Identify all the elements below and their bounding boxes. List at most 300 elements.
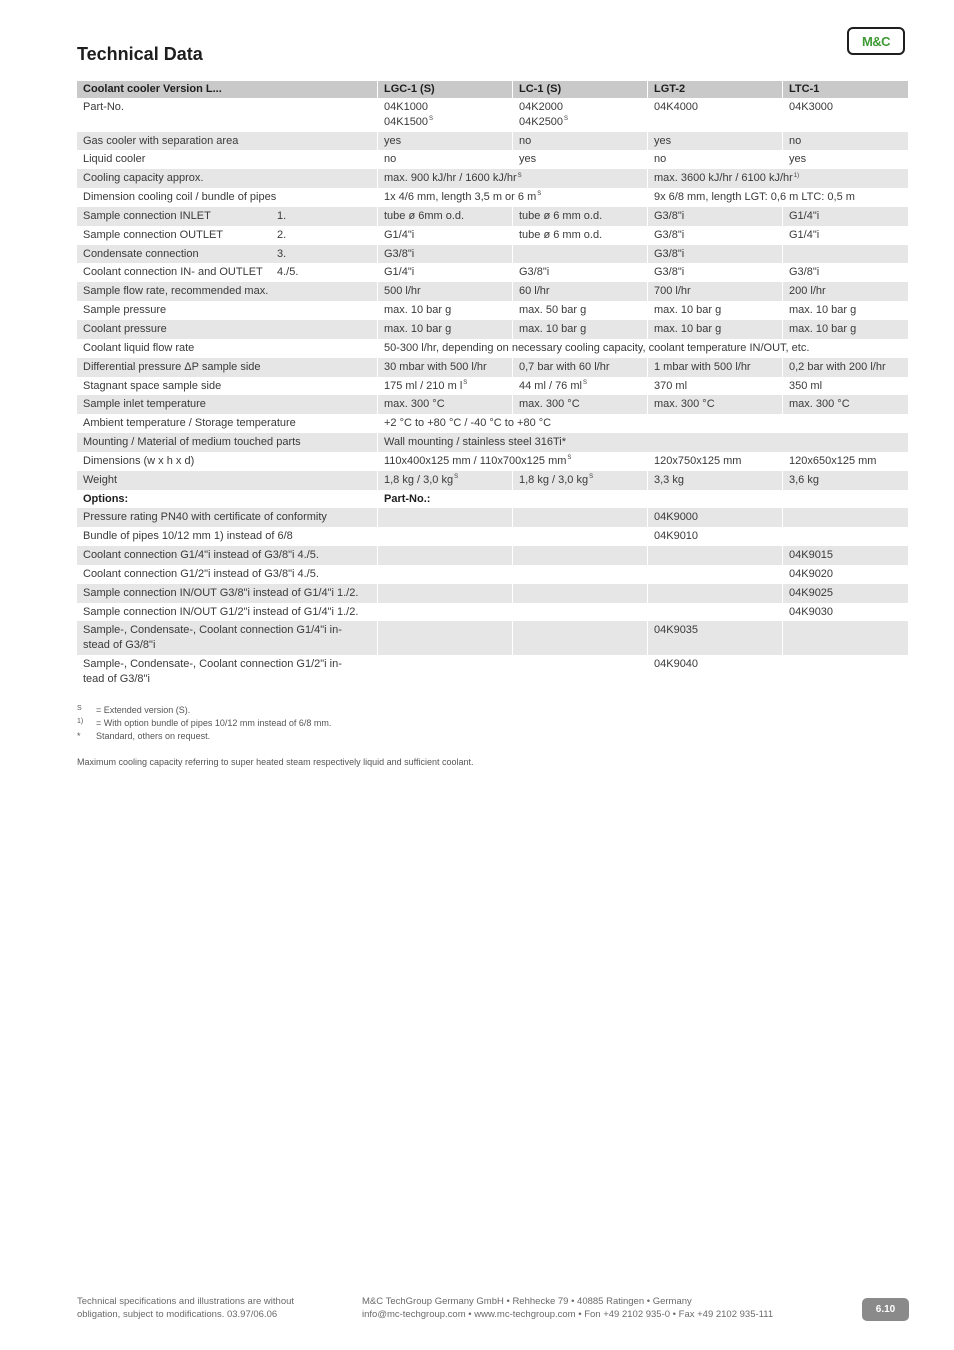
table-cell xyxy=(647,395,782,414)
option-label xyxy=(77,621,377,655)
cell-text: G1/4"i xyxy=(384,228,415,241)
cell-text: G3/8"i xyxy=(654,266,685,279)
cell-text: 1,8 kg / 3,0 kg$^S$ xyxy=(519,473,594,486)
cell-text: 700 l/hr xyxy=(654,285,691,298)
option-row xyxy=(77,621,908,655)
footer-address: M&C TechGroup Germany GmbH • Rehhecke 79 • 40885 Ratingen • Germany xyxy=(362,1296,692,1307)
cell-text: 120x750x125 mm xyxy=(654,454,742,467)
cell-text: Bundle of pipes 10/12 mm 1) instead of 6/8 xyxy=(83,530,293,543)
row-label-text: Ambient temperature / Storage temperature xyxy=(83,417,296,430)
table-cell xyxy=(647,377,782,396)
table-cell xyxy=(647,150,782,169)
cell-text: Sample-, Condensate-, Coolant connection G1/2"i in- xyxy=(83,658,342,671)
table-cell xyxy=(512,603,647,622)
cell-text: 0,7 bar with 60 l/hr xyxy=(519,360,610,373)
cell-text: yes xyxy=(789,153,807,166)
cell-text: G3/8"i xyxy=(654,247,685,260)
table-cell xyxy=(377,169,647,188)
table-row xyxy=(77,207,908,226)
row-label xyxy=(77,226,377,245)
table-cell xyxy=(377,263,512,282)
cell-text: max. 300 °C xyxy=(519,398,580,411)
table-cell xyxy=(647,358,782,377)
row-label-text: Coolant liquid flow rate xyxy=(83,341,195,354)
cell-text: 350 ml xyxy=(789,379,823,392)
cell-text: Coolant connection G1/4"i instead of G3/8"i 4./5. xyxy=(83,549,319,562)
cell-text: 50-300 l/hr, depending on necessary cooling capacity, coolant temperature IN/OUT, etc. xyxy=(384,341,810,354)
technical-data-table xyxy=(77,81,908,689)
table-cell xyxy=(377,433,908,452)
table-cell xyxy=(512,584,647,603)
cell-text: max. 300 °C xyxy=(384,398,445,411)
table-cell xyxy=(647,188,908,207)
options-partno-label: Part-No.: xyxy=(377,490,908,509)
table-cell xyxy=(782,301,908,320)
table-cell xyxy=(647,207,782,226)
cell-text: tead of G3/8"i xyxy=(83,673,150,685)
table-cell xyxy=(782,226,908,245)
row-label xyxy=(77,433,377,452)
table-cell xyxy=(512,621,647,655)
table-cell xyxy=(647,508,782,527)
footnote-text: = With option bundle of pipes 10/12 mm instead of 6/8 mm. xyxy=(96,718,332,728)
table-cell xyxy=(377,226,512,245)
table-cell xyxy=(377,339,908,358)
row-label-text: Part-No. xyxy=(83,100,124,113)
table-cell xyxy=(782,621,908,655)
cell-text: no xyxy=(519,134,532,147)
footnote-mark: * xyxy=(77,731,81,741)
option-row xyxy=(77,546,908,565)
row-label xyxy=(77,207,377,226)
table-row xyxy=(77,395,908,414)
footnote-marker: 1) xyxy=(793,172,800,179)
cell-text: max. 10 bar g xyxy=(654,322,722,335)
row-label xyxy=(77,301,377,320)
table-cell xyxy=(377,301,512,320)
row-label-text: Sample pressure xyxy=(83,304,167,317)
cell-text: 04K9020 xyxy=(789,567,834,580)
connection-number: 2. xyxy=(277,228,287,241)
table-cell xyxy=(377,395,512,414)
cell-text: 110x400x125 mm / 110x700x125 mm$^S$ xyxy=(384,454,572,467)
footnote-marker: S xyxy=(567,455,572,462)
table-row xyxy=(77,263,908,282)
table-cell xyxy=(512,377,647,396)
cell-text: yes xyxy=(519,153,537,166)
table-cell xyxy=(377,98,512,132)
option-label xyxy=(77,508,377,527)
option-label xyxy=(77,584,377,603)
row-label xyxy=(77,188,377,207)
row-label-text: Dimension cooling coil / bundle of pipes xyxy=(83,191,277,204)
option-label xyxy=(77,527,377,546)
footnote-marker: S xyxy=(429,116,434,123)
footnote-marker: S xyxy=(582,379,587,386)
row-label-text: Differential pressure ΔP sample side xyxy=(83,360,261,373)
table-cell xyxy=(647,320,782,339)
footnote-mark: S xyxy=(77,705,82,712)
row-label xyxy=(77,358,377,377)
table-cell xyxy=(377,245,512,264)
row-label xyxy=(77,132,377,151)
footnote-text: Standard, others on request. xyxy=(96,731,211,741)
footnote xyxy=(77,718,331,731)
footnote-text: = Extended version (S). xyxy=(96,705,191,715)
table-cell xyxy=(512,546,647,565)
table-cell xyxy=(647,655,782,689)
table-row xyxy=(77,358,908,377)
company-logo: M&C xyxy=(847,27,905,55)
cell-text: 04K1000 xyxy=(384,100,429,113)
cell-text: tube ø 6 mm o.d. xyxy=(519,209,603,222)
row-label xyxy=(77,245,377,264)
cell-text: 04K9015 xyxy=(789,549,834,562)
option-row xyxy=(77,655,908,689)
table-cell xyxy=(647,471,782,490)
cell-text: max. 10 bar g xyxy=(789,304,857,317)
table-cell xyxy=(512,282,647,301)
table-row xyxy=(77,98,908,132)
table-cell xyxy=(377,320,512,339)
table-cell xyxy=(782,471,908,490)
table-cell xyxy=(512,98,647,132)
footer-disclaimer-line: Technical specifications and illustrations are without xyxy=(77,1296,295,1307)
table-cell xyxy=(647,603,782,622)
footnote xyxy=(77,705,331,718)
option-label xyxy=(77,565,377,584)
table-cell xyxy=(782,508,908,527)
cell-text: 04K9000 xyxy=(654,511,699,524)
table-cell xyxy=(377,584,512,603)
row-label-text: Coolant connection IN- and OUTLET xyxy=(83,266,263,279)
cell-text: Sample-, Condensate-, Coolant connection G1/4"i in- xyxy=(83,624,342,637)
footnote-marker: S xyxy=(564,116,569,123)
row-label xyxy=(77,414,377,433)
table-cell xyxy=(782,452,908,471)
table-cell xyxy=(647,132,782,151)
connection-number: 1. xyxy=(277,209,287,222)
cell-text: G3/8"i xyxy=(789,266,820,279)
cell-text: 04K9035 xyxy=(654,624,699,637)
option-label xyxy=(77,603,377,622)
cell-text: Pressure rating PN40 with certificate of conformity xyxy=(83,511,327,524)
cell-text: 500 l/hr xyxy=(384,285,421,298)
table-cell xyxy=(782,282,908,301)
cell-text: 04K9025 xyxy=(789,586,834,599)
cell-text: 1 mbar with 500 l/hr xyxy=(654,360,751,373)
table-row xyxy=(77,282,908,301)
table-cell xyxy=(647,565,782,584)
remark: Maximum cooling capacity referring to super heated steam respectively liquid and sufficient coolant. xyxy=(77,757,474,767)
options-header-row xyxy=(77,490,908,509)
row-label-text: Sample inlet temperature xyxy=(83,398,206,411)
table-cell xyxy=(377,603,512,622)
table-cell xyxy=(512,263,647,282)
table-cell xyxy=(512,150,647,169)
footnote-marker: S xyxy=(537,191,542,198)
table-cell xyxy=(647,245,782,264)
table-row xyxy=(77,226,908,245)
cell-text: max. 10 bar g xyxy=(654,304,722,317)
table-cell xyxy=(782,263,908,282)
table-row xyxy=(77,414,908,433)
page-number-badge: 6.10 xyxy=(862,1298,909,1321)
row-label-text: Cooling capacity approx. xyxy=(83,172,204,185)
cell-text: 04K9010 xyxy=(654,530,699,543)
table-cell xyxy=(512,565,647,584)
cell-text: 04K9030 xyxy=(789,605,834,618)
table-cell xyxy=(512,395,647,414)
cell-text: 04K2000 xyxy=(519,100,564,113)
cell-text: G1/4"i xyxy=(384,266,415,279)
footer-disclaimer xyxy=(77,1296,294,1322)
table-cell xyxy=(377,508,512,527)
option-label xyxy=(77,546,377,565)
page-title: Technical Data xyxy=(77,44,203,64)
cell-text: max. 300 °C xyxy=(789,398,850,411)
table-row xyxy=(77,188,908,207)
table-row xyxy=(77,132,908,151)
row-label-text: Mounting / Material of medium touched parts xyxy=(83,436,301,449)
cell-text: no xyxy=(789,134,802,147)
option-row xyxy=(77,603,908,622)
table-cell xyxy=(512,245,647,264)
table-cell xyxy=(377,527,512,546)
table-cell xyxy=(782,98,908,132)
footnote-marker: S xyxy=(517,172,522,179)
header-cell: Coolant cooler Version L... xyxy=(77,81,377,98)
table-cell xyxy=(647,452,782,471)
table-cell xyxy=(377,132,512,151)
table-cell xyxy=(782,527,908,546)
table-cell xyxy=(782,358,908,377)
cell-text: max. 3600 kJ/hr / 6100 kJ/hr$^{1)}$ xyxy=(654,172,800,185)
table-cell xyxy=(647,301,782,320)
row-label-text: Weight xyxy=(83,473,118,486)
row-label-text: Liquid cooler xyxy=(83,153,146,166)
cell-text: no xyxy=(654,153,667,166)
table-row xyxy=(77,245,908,264)
table-cell xyxy=(647,584,782,603)
row-label-text: Sample flow rate, recommended max. xyxy=(83,285,269,298)
footnote-marker: S xyxy=(589,474,594,481)
cell-text: 1x 4/6 mm, length 3,5 m or 6 m$^S$ xyxy=(384,191,542,204)
table-cell xyxy=(377,207,512,226)
row-label xyxy=(77,377,377,396)
cell-text: 30 mbar with 500 l/hr xyxy=(384,360,487,373)
header-cell: LGT-2 xyxy=(647,81,782,98)
row-label-text: Condensate connection xyxy=(83,247,199,260)
table-row xyxy=(77,339,908,358)
table-cell xyxy=(512,301,647,320)
table-row xyxy=(77,169,908,188)
table-cell xyxy=(512,226,647,245)
table-cell xyxy=(647,226,782,245)
table-cell xyxy=(512,655,647,689)
footnote-mark: 1) xyxy=(77,718,84,725)
cell-text: Coolant connection G1/2"i instead of G3/8"i 4./5. xyxy=(83,567,319,580)
option-row xyxy=(77,584,908,603)
cell-text: 04K1500$^S$ xyxy=(384,115,434,128)
row-label-text: Dimensions (w x h x d) xyxy=(83,454,195,467)
footnote-marker: S xyxy=(454,474,459,481)
table-row xyxy=(77,320,908,339)
table-cell xyxy=(782,565,908,584)
table-cell xyxy=(647,169,908,188)
table-row xyxy=(77,452,908,471)
cell-text: Wall mounting / stainless steel 316Ti* xyxy=(384,436,566,449)
table-cell xyxy=(782,320,908,339)
cell-text: yes xyxy=(384,134,402,147)
row-label-text: Sample connection OUTLET xyxy=(83,228,224,241)
table-cell xyxy=(512,471,647,490)
header-cell: LC-1 (S) xyxy=(512,81,647,98)
table-cell xyxy=(782,655,908,689)
table-cell xyxy=(647,527,782,546)
cell-text: Sample connection IN/OUT G1/2"i instead of G1/4"i 1./2. xyxy=(83,605,359,618)
cell-text: 370 ml xyxy=(654,379,688,392)
table-cell xyxy=(377,452,647,471)
cell-text: yes xyxy=(654,134,672,147)
cell-text: G3/8"i xyxy=(519,266,550,279)
table-row xyxy=(77,377,908,396)
row-label xyxy=(77,169,377,188)
cell-text: 175 ml / 210 m l$^S$ xyxy=(384,379,468,392)
cell-text: max. 10 bar g xyxy=(384,304,452,317)
table-row xyxy=(77,433,908,452)
cell-text: max. 300 °C xyxy=(654,398,715,411)
table-cell xyxy=(377,358,512,377)
option-row xyxy=(77,508,908,527)
options-label: Options: xyxy=(83,492,129,505)
header-cell: LGC-1 (S) xyxy=(377,81,512,98)
row-label xyxy=(77,395,377,414)
row-label xyxy=(77,339,377,358)
cell-text: max. 50 bar g xyxy=(519,304,587,317)
cell-text: G1/4"i xyxy=(789,228,820,241)
cell-text: 3,3 kg xyxy=(654,473,684,486)
footnotes xyxy=(77,705,331,744)
cell-text: 04K9040 xyxy=(654,658,699,671)
connection-number: 3. xyxy=(277,247,287,260)
table-cell xyxy=(377,188,647,207)
cell-text: 04K2500$^S$ xyxy=(519,115,569,128)
table-cell xyxy=(782,245,908,264)
cell-text: 04K4000 xyxy=(654,100,699,113)
row-label xyxy=(77,452,377,471)
row-label xyxy=(77,98,377,132)
footer-contact xyxy=(362,1296,773,1322)
table-cell xyxy=(512,132,647,151)
footer-contact-line: info@mc-techgroup.com • www.mc-techgroup.com • Fon +49 2102 935-0 • Fax +49 2102 935-111 xyxy=(362,1308,774,1320)
table-cell xyxy=(377,282,512,301)
table-cell xyxy=(782,132,908,151)
row-label-text: Coolant pressure xyxy=(83,322,167,335)
table-cell xyxy=(782,546,908,565)
table-cell xyxy=(512,320,647,339)
cell-text: 9x 6/8 mm, length LGT: 0,6 m LTC: 0,5 m xyxy=(654,191,855,204)
table-cell xyxy=(377,565,512,584)
cell-text: G1/4"i xyxy=(789,209,820,222)
table-cell xyxy=(782,150,908,169)
row-label-text: Gas cooler with separation area xyxy=(83,134,239,147)
row-label xyxy=(77,282,377,301)
cell-text: tube ø 6mm o.d. xyxy=(384,209,465,222)
cell-text: stead of G3/8"i xyxy=(83,639,156,652)
footer-disclaimer-line: obligation, subject to modifications. 03.97/06.06 xyxy=(77,1308,278,1320)
footnote-marker: S xyxy=(463,379,468,386)
cell-text: 3,6 kg xyxy=(789,473,819,486)
cell-text: G3/8"i xyxy=(654,228,685,241)
cell-text: G3/8"i xyxy=(384,247,415,260)
table-cell xyxy=(782,377,908,396)
cell-text: tube ø 6 mm o.d. xyxy=(519,228,603,241)
table-header-row xyxy=(77,81,908,98)
table-cell xyxy=(377,377,512,396)
table-cell xyxy=(782,584,908,603)
cell-text: G3/8"i xyxy=(654,209,685,222)
row-label xyxy=(77,150,377,169)
table-cell xyxy=(647,263,782,282)
option-row xyxy=(77,527,908,546)
table-row xyxy=(77,150,908,169)
cell-text: +2 °C to +80 °C / -40 °C to +80 °C xyxy=(384,417,552,430)
cell-text: max. 10 bar g xyxy=(789,322,857,335)
option-label xyxy=(77,655,377,689)
cell-text: max. 10 bar g xyxy=(519,322,587,335)
footnote xyxy=(77,731,331,744)
cell-text: max. 10 bar g xyxy=(384,322,452,335)
table-row xyxy=(77,471,908,490)
table-cell xyxy=(512,207,647,226)
table-cell xyxy=(377,414,908,433)
table-cell xyxy=(377,621,512,655)
table-cell xyxy=(647,98,782,132)
cell-text: no xyxy=(384,153,397,166)
table-cell xyxy=(377,546,512,565)
table-cell xyxy=(377,471,512,490)
table-cell xyxy=(782,207,908,226)
option-row xyxy=(77,565,908,584)
table-cell xyxy=(647,546,782,565)
table-cell xyxy=(377,150,512,169)
row-label-text: Sample connection INLET xyxy=(83,209,211,222)
table-cell xyxy=(647,621,782,655)
header-cell: LTC-1 xyxy=(782,81,908,98)
cell-text: 04K3000 xyxy=(789,100,834,113)
table-cell xyxy=(377,655,512,689)
cell-text: 120x650x125 mm xyxy=(789,454,877,467)
table-cell xyxy=(782,395,908,414)
row-label xyxy=(77,320,377,339)
cell-text: 44 ml / 76 ml$^S$ xyxy=(519,379,587,392)
cell-text: 60 l/hr xyxy=(519,285,550,298)
row-label-text: Stagnant space sample side xyxy=(83,379,222,392)
table-cell xyxy=(512,508,647,527)
cell-text: 1,8 kg / 3,0 kg$^S$ xyxy=(384,473,459,486)
table-cell xyxy=(512,358,647,377)
table-row xyxy=(77,301,908,320)
cell-text: max. 900 kJ/hr / 1600 kJ/hr$^S$ xyxy=(384,172,522,185)
cell-text: 200 l/hr xyxy=(789,285,826,298)
table-cell xyxy=(512,527,647,546)
row-label xyxy=(77,263,377,282)
connection-number: 4./5. xyxy=(277,266,299,279)
cell-text: Sample connection IN/OUT G3/8"i instead of G1/4"i 1./2. xyxy=(83,586,359,599)
table-cell xyxy=(647,282,782,301)
row-label xyxy=(77,471,377,490)
